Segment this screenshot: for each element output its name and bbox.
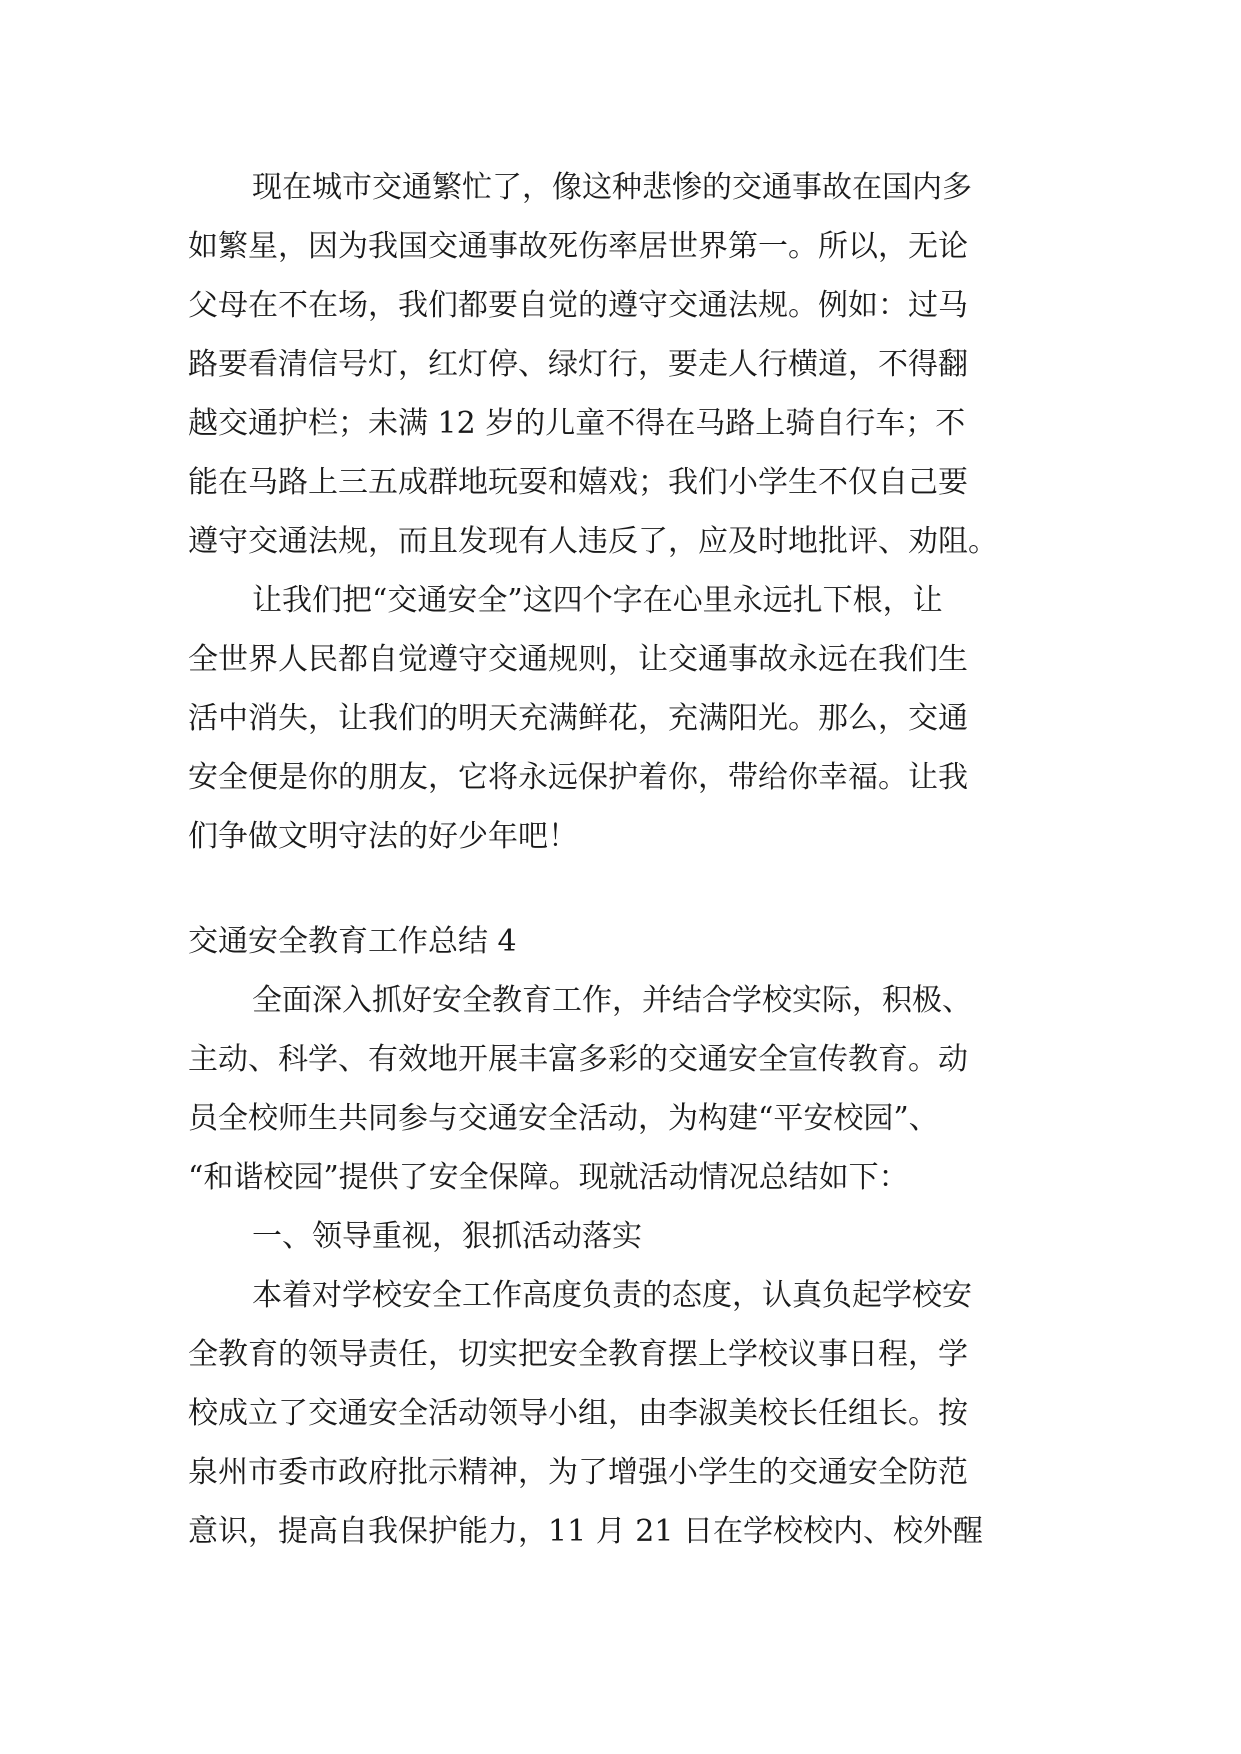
paragraph-2-line-4: 安全便是你的朋友，它将永远保护着你，带给你幸福。让我 xyxy=(188,760,968,795)
paragraph-1-line-6: 能在马路上三五成群地玩耍和嬉戏；我们小学生不仅自己要 xyxy=(188,465,968,500)
paragraph-2-line-5: 们争做文明守法的好少年吧！ xyxy=(188,819,578,854)
paragraph-1-line-2: 如繁星，因为我国交通事故死伤率居世界第一。所以，无论 xyxy=(188,229,968,264)
paragraph-4-line-4: 泉州市委市政府批示精神，为了增强小学生的交通安全防范 xyxy=(188,1455,968,1490)
paragraph-2-line-3: 活中消失，让我们的明天充满鲜花，充满阳光。那么，交通 xyxy=(188,701,968,736)
paragraph-1-line-1: 现在城市交通繁忙了，像这种悲惨的交通事故在国内多 xyxy=(252,170,972,205)
paragraph-3-line-2: 主动、科学、有效地开展丰富多彩的交通安全宣传教育。动 xyxy=(188,1042,968,1077)
section-heading-block xyxy=(188,912,1058,1561)
body-text-top xyxy=(188,158,1058,866)
paragraph-3-line-3: 员全校师生共同参与交通安全活动，为构建“平安校园”、 xyxy=(188,1101,939,1136)
subheading: 一、领导重视，狠抓活动落实 xyxy=(252,1219,642,1254)
paragraph-4-line-5: 意识，提高自我保护能力，11 月 21 日在学校校内、校外醒 xyxy=(188,1514,983,1549)
paragraph-2-line-2: 全世界人民都自觉遵守交通规则，让交通事故永远在我们生 xyxy=(188,642,968,677)
paragraph-4-line-2: 全教育的领导责任，切实把安全教育摆上学校议事日程，学 xyxy=(188,1337,968,1372)
paragraph-3-line-1: 全面深入抓好安全教育工作，并结合学校实际，积极、 xyxy=(252,983,972,1018)
paragraph-1-line-5: 越交通护栏；未满 12 岁的儿童不得在马路上骑自行车；不 xyxy=(188,406,966,441)
paragraph-1-line-7: 遵守交通法规，而且发现有人违反了，应及时地批评、劝阻。 xyxy=(188,524,998,559)
paragraph-1-line-3: 父母在不在场，我们都要自觉的遵守交通法规。例如：过马 xyxy=(188,288,968,323)
paragraph-4-line-3: 校成立了交通安全活动领导小组，由李淑美校长任组长。按 xyxy=(188,1396,968,1431)
paragraph-2-line-1: 让我们把“交通安全”这四个字在心里永远扎下根，让 xyxy=(252,583,943,618)
paragraph-3-line-4: “和谐校园”提供了安全保障。现就活动情况总结如下： xyxy=(188,1160,909,1195)
paragraph-1-line-4: 路要看清信号灯，红灯停、绿灯行，要走人行横道，不得翻 xyxy=(188,347,968,382)
paragraph-4-line-1: 本着对学校安全工作高度负责的态度，认真负起学校安 xyxy=(252,1278,972,1313)
section-heading: 交通安全教育工作总结 4 xyxy=(188,924,517,959)
